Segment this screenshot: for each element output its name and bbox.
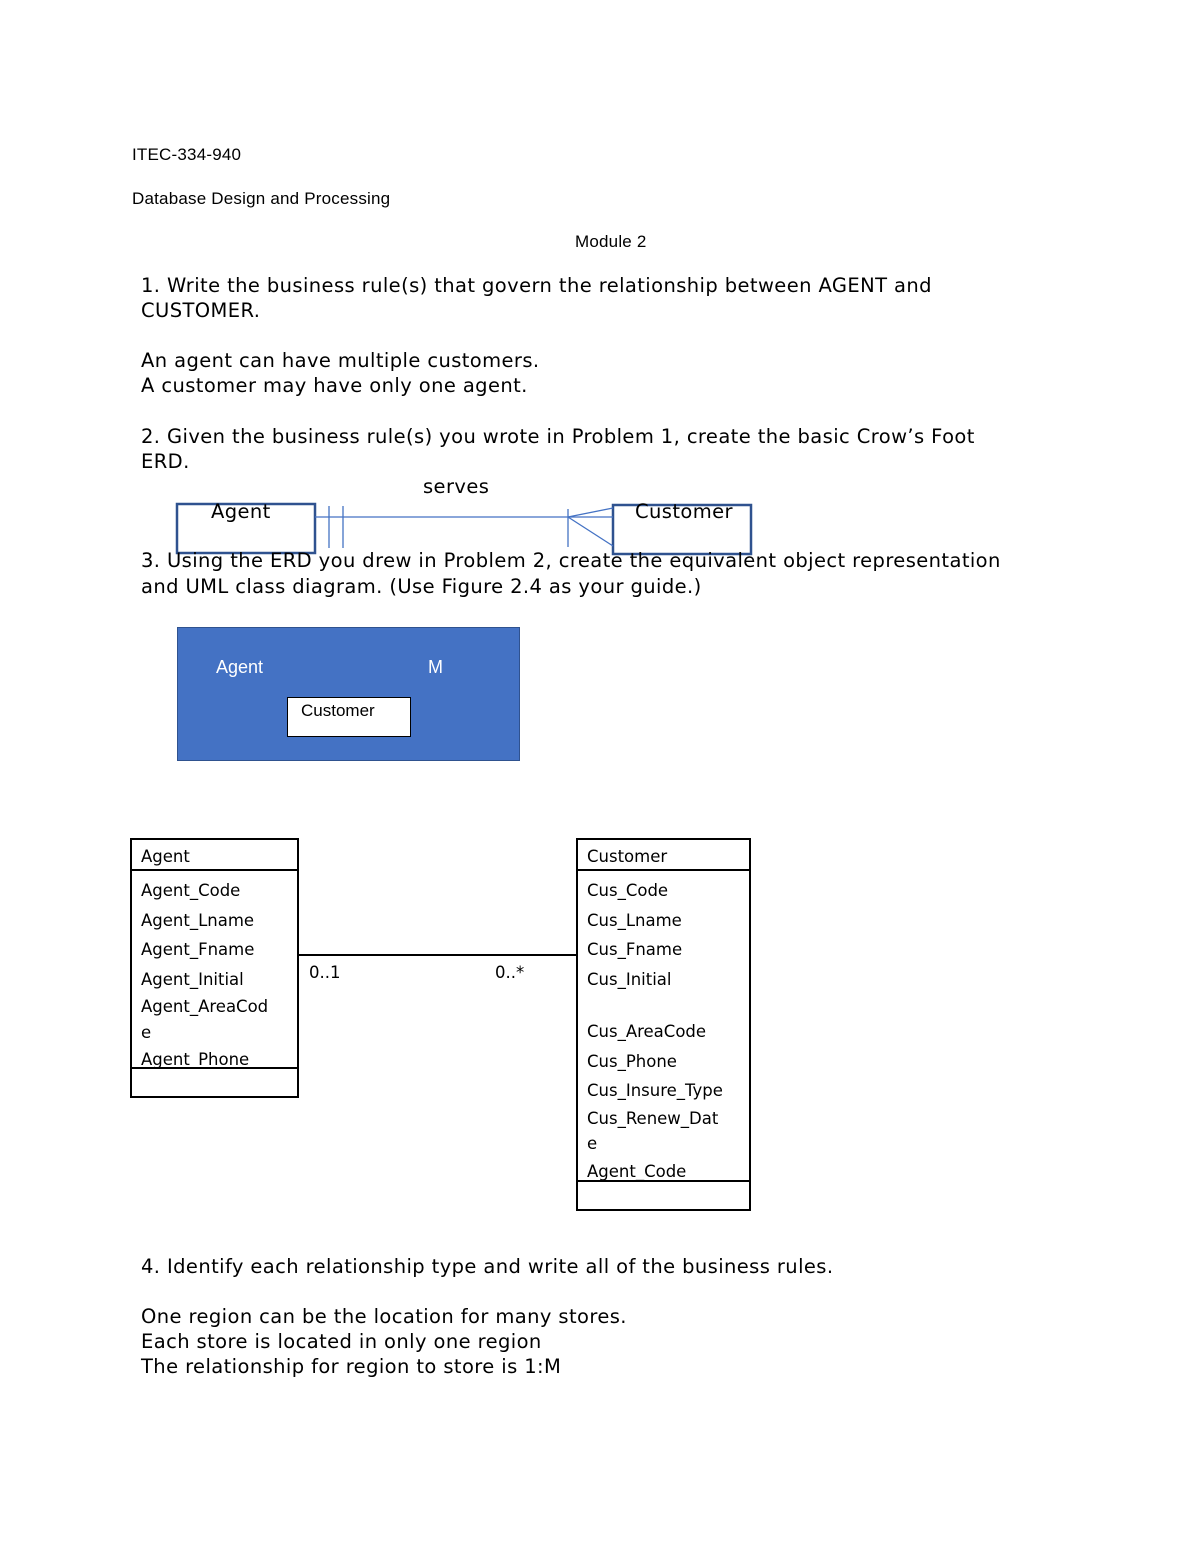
uml-attribute: Cus_Lname (587, 910, 682, 930)
uml-attribute: Cus_Fname (587, 940, 683, 959)
question-3-line-2: and UML class diagram. (Use Figure 2.4 as your guide.) (141, 575, 702, 598)
question-2-line-2: ERD. (141, 450, 190, 473)
uml-customer-title: Customer (578, 840, 749, 871)
uml-attribute: e (587, 1134, 598, 1153)
uml-attribute: Cus_Initial (587, 969, 672, 989)
question-1-line-2: CUSTOMER. (141, 299, 261, 322)
uml-attribute: Cus_Code (587, 881, 669, 900)
uml-multiplicity-right: 0..* (495, 963, 525, 982)
uml-multiplicity-left: 0..1 (309, 963, 341, 982)
object-customer-box: Customer (287, 697, 411, 737)
uml-attribute: Cus_Phone (587, 1051, 677, 1071)
uml-attribute: Agent_Code (587, 1161, 687, 1181)
uml-agent-title: Agent (132, 840, 297, 871)
answer-4-line-2: Each store is located in only one region (141, 1330, 542, 1353)
object-multiplicity-label: M (428, 657, 443, 677)
module-title: Module 2 (575, 232, 647, 251)
uml-attribute: Agent_Initial (141, 969, 244, 989)
course-title: Database Design and Processing (132, 189, 391, 208)
uml-attribute: e (141, 1022, 152, 1042)
uml-attribute: Cus_AreaCode (587, 1022, 707, 1041)
uml-attribute: Agent_Lname (141, 910, 255, 930)
object-agent-label: Agent (216, 657, 264, 677)
uml-attribute: Agent_AreaCod (141, 997, 269, 1016)
question-3-line-1: 3. Using the ERD you drew in Problem 2, create the equivalent object representation (141, 549, 1001, 572)
answer-1-line-1: An agent can have multiple customers. (141, 349, 540, 372)
question-2-line-1: 2. Given the business rule(s) you wrote in Problem 1, create the basic Crow’s Foot (141, 425, 975, 448)
uml-attribute: Cus_Insure_Type (587, 1081, 723, 1100)
customer-entity-label: Customer (635, 500, 733, 523)
uml-attribute: Cus_Renew_Dat (587, 1108, 719, 1128)
agent-entity-label: Agent (211, 500, 271, 523)
answer-4-line-3: The relationship for region to store is 1:M (141, 1355, 562, 1378)
uml-attribute: Agent_Fname (141, 940, 255, 959)
relationship-label: serves (423, 475, 490, 498)
course-code: ITEC-334-940 (132, 145, 242, 164)
uml-attribute: Agent_Code (141, 881, 241, 900)
question-1-line-1: 1. Write the business rule(s) that govern the relationship between AGENT and (141, 274, 932, 297)
answer-4-line-1: One region can be the location for many stores. (141, 1305, 627, 1328)
answer-1-line-2: A customer may have only one agent. (141, 374, 528, 397)
question-4-line-1: 4. Identify each relationship type and write all of the business rules. (141, 1255, 834, 1278)
uml-attribute: Agent_Phone (141, 1050, 250, 1069)
